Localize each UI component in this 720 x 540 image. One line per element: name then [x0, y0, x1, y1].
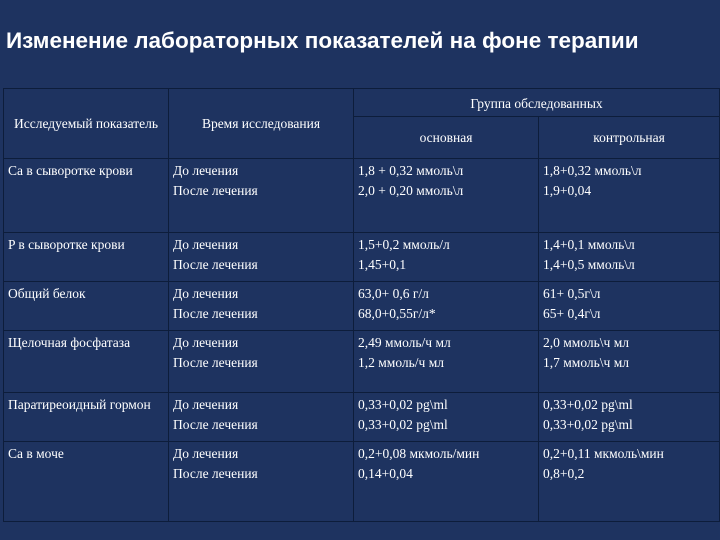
header-group: Группа обследованных: [354, 89, 720, 117]
control-group-value-cell: 2,0 ммоль\ч мл 1,7 ммоль\ч мл: [539, 331, 720, 393]
table-row: [4, 282, 720, 331]
time-cell: До лечения После лечения: [169, 442, 354, 522]
lab-results-table: [3, 88, 720, 522]
indicator-cell: P в сыворотке крови: [4, 233, 169, 282]
table-row: [4, 159, 720, 233]
indicator-cell: Ca в моче: [4, 442, 169, 522]
slide-title: Изменение лабораторных показателей на фоне терапии: [6, 28, 639, 53]
main-group-value-cell: 1,8 + 0,32 ммоль\л 2,0 + 0,20 ммоль\л: [354, 159, 539, 233]
indicator-cell: Паратиреоидный гормон: [4, 393, 169, 442]
time-cell: До лечения После лечения: [169, 331, 354, 393]
control-group-value-cell: 1,4+0,1 ммоль\л 1,4+0,5 ммоль\л: [539, 233, 720, 282]
header-main-group: основная: [354, 117, 539, 159]
main-group-value-cell: 0,33+0,02 pg\ml 0,33+0,02 pg\ml: [354, 393, 539, 442]
header-row-top: [4, 89, 720, 117]
control-group-value-cell: 61+ 0,5г\л 65+ 0,4г\л: [539, 282, 720, 331]
control-group-value-cell: 0,2+0,11 мкмоль\мин 0,8+0,2: [539, 442, 720, 522]
time-cell: До лечения После лечения: [169, 159, 354, 233]
header-indicator: Исследуемый показатель: [4, 89, 169, 159]
main-group-value-cell: 0,2+0,08 мкмоль/мин 0,14+0,04: [354, 442, 539, 522]
indicator-cell: Щелочная фосфатаза: [4, 331, 169, 393]
control-group-value-cell: 0,33+0,02 pg\ml 0,33+0,02 pg\ml: [539, 393, 720, 442]
header-control-group: контрольная: [539, 117, 720, 159]
header-time: Время исследования: [169, 89, 354, 159]
table-row: [4, 442, 720, 522]
main-group-value-cell: 1,5+0,2 ммоль/л 1,45+0,1: [354, 233, 539, 282]
control-group-value-cell: 1,8+0,32 ммоль\л 1,9+0,04: [539, 159, 720, 233]
table-row: [4, 331, 720, 393]
table-row: [4, 233, 720, 282]
time-cell: До лечения После лечения: [169, 393, 354, 442]
indicator-cell: Ca в сыворотке крови: [4, 159, 169, 233]
time-cell: До лечения После лечения: [169, 233, 354, 282]
time-cell: До лечения После лечения: [169, 282, 354, 331]
main-group-value-cell: 2,49 ммоль/ч мл 1,2 ммоль/ч мл: [354, 331, 539, 393]
main-group-value-cell: 63,0+ 0,6 г/л 68,0+0,55г/л*: [354, 282, 539, 331]
indicator-cell: Общий белок: [4, 282, 169, 331]
table-row: [4, 393, 720, 442]
